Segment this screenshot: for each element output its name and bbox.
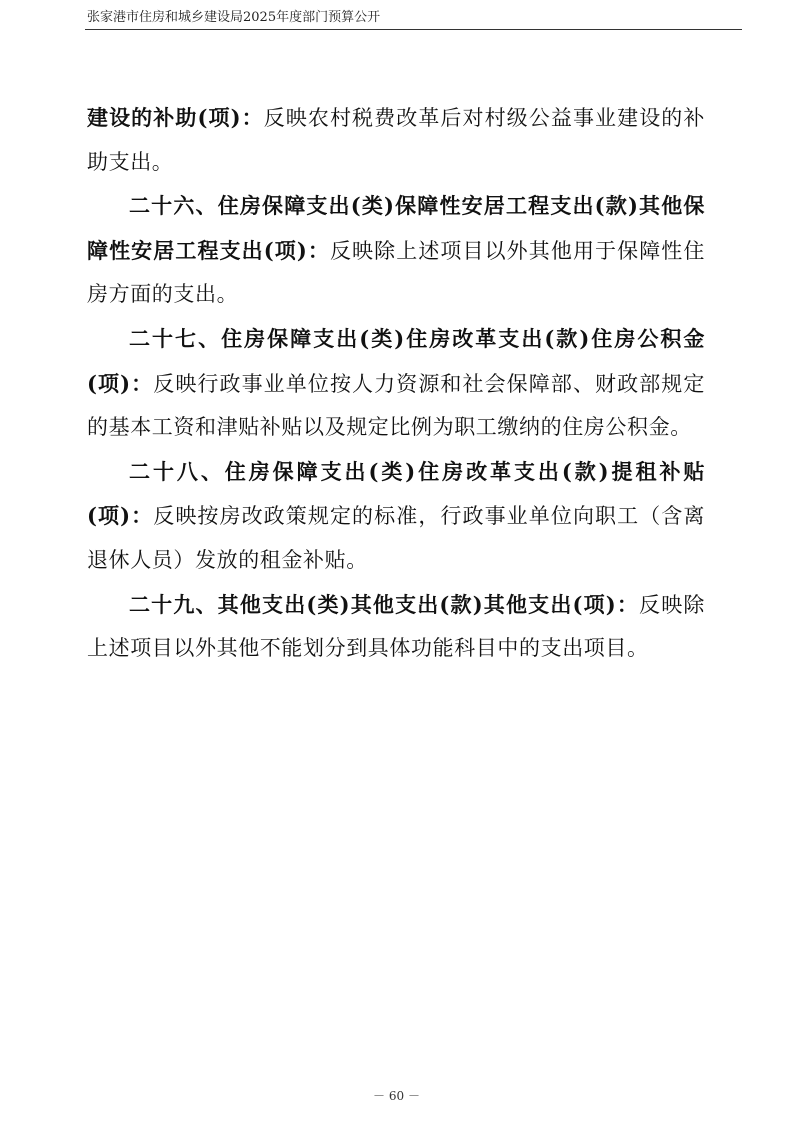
paragraph-item-27 xyxy=(87,317,705,450)
paragraph-text: 反映除上述项目以外其他用于保障性住房方面的支出。 xyxy=(87,238,705,307)
paragraph-text: 反映行政事业单位按人力资源和社会保障部、财政部规定的基本工资和津贴补贴以及规定比例为职工缴纳的住房公积金。 xyxy=(87,371,705,440)
paragraph-item-26 xyxy=(87,184,705,317)
paragraph-item-28 xyxy=(87,450,705,583)
paragraph-text: 反映按房改政策规定的标准，行政事业单位向职工（含离退休人员）发放的租金补贴。 xyxy=(87,504,705,572)
paragraph-continuation xyxy=(87,96,705,184)
paragraph-item-29 xyxy=(87,583,705,671)
paragraph-text: 反映除上述项目以外其他不能划分到具体功能科目中的支出项目。 xyxy=(87,592,705,661)
paragraph-text: 反映农村税费改革后对村级公益事业建设的补助支出。 xyxy=(87,106,705,174)
paragraph-heading: 二十九、其他支出(类)其他支出(款)其他支出(项)： xyxy=(129,591,640,617)
paragraph-heading: 二十六、住房保障支出(类)保障性安居工程支出(款)其他保障性安居工程支出(项)： xyxy=(87,193,705,263)
paragraph-heading: 二十八、住房保障支出(类)住房改革支出(款)提租补贴(项)： xyxy=(87,458,705,529)
page-number: － 60 － xyxy=(373,1089,420,1103)
document-body xyxy=(87,96,705,671)
paragraph-heading: 二十七、住房保障支出(类)住房改革支出(款)住房公积金(项)： xyxy=(87,325,705,396)
header-title: 张家港市住房和城乡建设局2025年度部门预算公开 xyxy=(87,10,381,25)
paragraph-heading: 建设的补助(项)： xyxy=(87,105,264,130)
header-divider xyxy=(85,29,742,30)
